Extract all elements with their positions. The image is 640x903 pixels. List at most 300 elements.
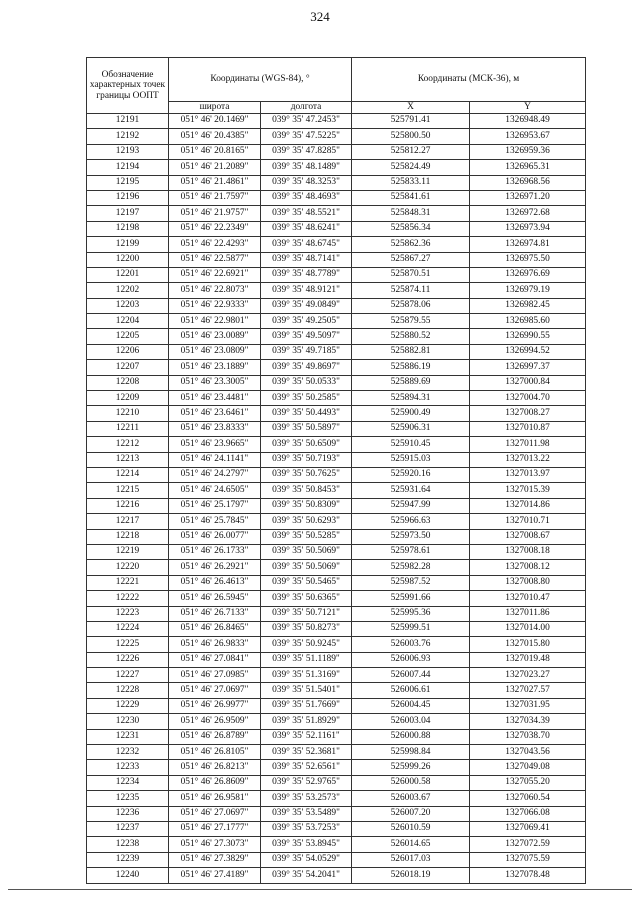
longitude-cell: 039° 35' 48.6241" xyxy=(261,221,352,236)
x-cell: 526006.93 xyxy=(352,652,470,667)
longitude-cell: 039° 35' 49.2505" xyxy=(261,314,352,329)
footer-divider xyxy=(8,889,632,890)
longitude-cell: 039° 35' 49.0849" xyxy=(261,298,352,313)
longitude-cell: 039° 35' 51.1189" xyxy=(261,652,352,667)
latitude-cell: 051° 46' 23.0809" xyxy=(169,344,261,359)
y-cell: 1326990.55 xyxy=(470,329,586,344)
y-cell: 1327072.59 xyxy=(470,837,586,852)
longitude-cell: 039° 35' 50.7193" xyxy=(261,452,352,467)
latitude-cell: 051° 46' 26.9833" xyxy=(169,637,261,652)
point-id-cell: 12234 xyxy=(87,775,169,790)
x-cell: 525880.52 xyxy=(352,329,470,344)
latitude-cell: 051° 46' 26.4613" xyxy=(169,575,261,590)
latitude-cell: 051° 46' 26.7133" xyxy=(169,606,261,621)
latitude-cell: 051° 46' 27.3829" xyxy=(169,852,261,867)
point-id-cell: 12211 xyxy=(87,421,169,436)
longitude-cell: 039° 35' 50.0533" xyxy=(261,375,352,390)
y-cell: 1326975.50 xyxy=(470,252,586,267)
table-row xyxy=(87,668,586,683)
point-id-cell: 12204 xyxy=(87,314,169,329)
latitude-cell: 051° 46' 26.2921" xyxy=(169,560,261,575)
longitude-cell: 039° 35' 53.2573" xyxy=(261,791,352,806)
point-id-cell: 12237 xyxy=(87,821,169,836)
longitude-cell: 039° 35' 47.5225" xyxy=(261,129,352,144)
longitude-cell: 039° 35' 50.5069" xyxy=(261,560,352,575)
table-row xyxy=(87,714,586,729)
point-id-cell: 12192 xyxy=(87,129,169,144)
table-row xyxy=(87,437,586,452)
x-cell: 525894.31 xyxy=(352,391,470,406)
point-id-cell: 12212 xyxy=(87,437,169,452)
x-cell: 526004.45 xyxy=(352,698,470,713)
y-cell: 1327069.41 xyxy=(470,821,586,836)
y-cell: 1327004.70 xyxy=(470,391,586,406)
x-cell: 525889.69 xyxy=(352,375,470,390)
latitude-cell: 051° 46' 23.1889" xyxy=(169,360,261,375)
latitude-cell: 051° 46' 26.9581" xyxy=(169,791,261,806)
x-cell: 525824.49 xyxy=(352,160,470,175)
x-cell: 526003.76 xyxy=(352,637,470,652)
longitude-cell: 039° 35' 50.4493" xyxy=(261,406,352,421)
y-cell: 1327060.54 xyxy=(470,791,586,806)
longitude-cell: 039° 35' 50.8273" xyxy=(261,621,352,636)
point-id-cell: 12227 xyxy=(87,668,169,683)
x-cell: 525978.61 xyxy=(352,544,470,559)
table-row xyxy=(87,498,586,513)
longitude-cell: 039° 35' 50.9245" xyxy=(261,637,352,652)
latitude-cell: 051° 46' 22.9333" xyxy=(169,298,261,313)
table-row xyxy=(87,190,586,205)
latitude-cell: 051° 46' 27.4189" xyxy=(169,868,261,883)
table-row xyxy=(87,421,586,436)
table-row xyxy=(87,267,586,282)
x-cell: 525848.31 xyxy=(352,206,470,221)
longitude-cell: 039° 35' 54.0529" xyxy=(261,852,352,867)
table-row xyxy=(87,329,586,344)
x-cell: 526003.04 xyxy=(352,714,470,729)
latitude-cell: 051° 46' 26.8213" xyxy=(169,760,261,775)
longitude-cell: 039° 35' 50.6509" xyxy=(261,437,352,452)
latitude-cell: 051° 46' 22.2349" xyxy=(169,221,261,236)
y-cell: 1327011.86 xyxy=(470,606,586,621)
y-cell: 1327010.87 xyxy=(470,421,586,436)
table-row xyxy=(87,175,586,190)
y-cell: 1326971.20 xyxy=(470,190,586,205)
table-row xyxy=(87,467,586,482)
point-id-cell: 12216 xyxy=(87,498,169,513)
y-cell: 1327008.80 xyxy=(470,575,586,590)
longitude-cell: 039° 35' 53.8945" xyxy=(261,837,352,852)
x-cell: 526003.67 xyxy=(352,791,470,806)
table-row xyxy=(87,683,586,698)
point-id-cell: 12223 xyxy=(87,606,169,621)
y-cell: 1326974.81 xyxy=(470,237,586,252)
header-x: X xyxy=(352,102,470,114)
table-row xyxy=(87,729,586,744)
latitude-cell: 051° 46' 20.8165" xyxy=(169,144,261,159)
latitude-cell: 051° 46' 23.0089" xyxy=(169,329,261,344)
point-id-cell: 12218 xyxy=(87,529,169,544)
point-id-cell: 12217 xyxy=(87,514,169,529)
table-row xyxy=(87,606,586,621)
latitude-cell: 051° 46' 23.8333" xyxy=(169,421,261,436)
y-cell: 1326994.52 xyxy=(470,344,586,359)
table-row xyxy=(87,314,586,329)
table-body xyxy=(87,114,586,884)
y-cell: 1327008.67 xyxy=(470,529,586,544)
table-row xyxy=(87,591,586,606)
point-id-cell: 12199 xyxy=(87,237,169,252)
point-id-cell: 12198 xyxy=(87,221,169,236)
x-cell: 525999.51 xyxy=(352,621,470,636)
point-id-cell: 12238 xyxy=(87,837,169,852)
longitude-cell: 039° 35' 50.2585" xyxy=(261,391,352,406)
latitude-cell: 051° 46' 21.2089" xyxy=(169,160,261,175)
point-id-cell: 12208 xyxy=(87,375,169,390)
point-id-cell: 12203 xyxy=(87,298,169,313)
table-row xyxy=(87,283,586,298)
x-cell: 525999.26 xyxy=(352,760,470,775)
table-row xyxy=(87,483,586,498)
x-cell: 525982.28 xyxy=(352,560,470,575)
point-id-cell: 12230 xyxy=(87,714,169,729)
y-cell: 1327010.47 xyxy=(470,591,586,606)
point-id-cell: 12226 xyxy=(87,652,169,667)
x-cell: 525900.49 xyxy=(352,406,470,421)
x-cell: 526006.61 xyxy=(352,683,470,698)
longitude-cell: 039° 35' 47.2453" xyxy=(261,114,352,129)
coordinates-table xyxy=(86,57,586,884)
header-wgs84: Координаты (WGS-84), ° xyxy=(169,58,352,102)
table-row xyxy=(87,529,586,544)
y-cell: 1326959.36 xyxy=(470,144,586,159)
point-id-cell: 12229 xyxy=(87,698,169,713)
longitude-cell: 039° 35' 50.7625" xyxy=(261,467,352,482)
point-id-cell: 12205 xyxy=(87,329,169,344)
longitude-cell: 039° 35' 48.7789" xyxy=(261,267,352,282)
latitude-cell: 051° 46' 20.1469" xyxy=(169,114,261,129)
table-row xyxy=(87,868,586,883)
longitude-cell: 039° 35' 52.3681" xyxy=(261,745,352,760)
longitude-cell: 039° 35' 50.8453" xyxy=(261,483,352,498)
x-cell: 526000.88 xyxy=(352,729,470,744)
longitude-cell: 039° 35' 50.5465" xyxy=(261,575,352,590)
table-row xyxy=(87,375,586,390)
table-row xyxy=(87,452,586,467)
table-row xyxy=(87,544,586,559)
y-cell: 1327066.08 xyxy=(470,806,586,821)
x-cell: 525931.64 xyxy=(352,483,470,498)
longitude-cell: 039° 35' 48.5521" xyxy=(261,206,352,221)
longitude-cell: 039° 35' 50.8309" xyxy=(261,498,352,513)
point-id-cell: 12213 xyxy=(87,452,169,467)
x-cell: 526007.44 xyxy=(352,668,470,683)
page-number: 324 xyxy=(310,9,330,24)
y-cell: 1326948.49 xyxy=(470,114,586,129)
x-cell: 525920.16 xyxy=(352,467,470,482)
y-cell: 1327034.39 xyxy=(470,714,586,729)
y-cell: 1327008.27 xyxy=(470,406,586,421)
y-cell: 1326968.56 xyxy=(470,175,586,190)
point-id-cell: 12197 xyxy=(87,206,169,221)
x-cell: 525867.27 xyxy=(352,252,470,267)
latitude-cell: 051° 46' 27.0697" xyxy=(169,683,261,698)
latitude-cell: 051° 46' 27.1777" xyxy=(169,821,261,836)
latitude-cell: 051° 46' 24.1141" xyxy=(169,452,261,467)
point-id-cell: 12239 xyxy=(87,852,169,867)
longitude-cell: 039° 35' 48.6745" xyxy=(261,237,352,252)
point-id-cell: 12219 xyxy=(87,544,169,559)
y-cell: 1327023.27 xyxy=(470,668,586,683)
header-designation: Обозначение характерных точек границы ООПТ xyxy=(87,58,169,114)
latitude-cell: 051° 46' 22.9801" xyxy=(169,314,261,329)
y-cell: 1327014.00 xyxy=(470,621,586,636)
longitude-cell: 039° 35' 48.9121" xyxy=(261,283,352,298)
point-id-cell: 12193 xyxy=(87,144,169,159)
longitude-cell: 039° 35' 48.7141" xyxy=(261,252,352,267)
x-cell: 526018.19 xyxy=(352,868,470,883)
point-id-cell: 12240 xyxy=(87,868,169,883)
table-row xyxy=(87,837,586,852)
latitude-cell: 051° 46' 26.0077" xyxy=(169,529,261,544)
point-id-cell: 12209 xyxy=(87,391,169,406)
y-cell: 1326953.67 xyxy=(470,129,586,144)
point-id-cell: 12201 xyxy=(87,267,169,282)
point-id-cell: 12210 xyxy=(87,406,169,421)
point-id-cell: 12207 xyxy=(87,360,169,375)
latitude-cell: 051° 46' 22.4293" xyxy=(169,237,261,252)
x-cell: 525870.51 xyxy=(352,267,470,282)
y-cell: 1327049.08 xyxy=(470,760,586,775)
x-cell: 525856.34 xyxy=(352,221,470,236)
longitude-cell: 039° 35' 50.5897" xyxy=(261,421,352,436)
longitude-cell: 039° 35' 54.2041" xyxy=(261,868,352,883)
point-id-cell: 12224 xyxy=(87,621,169,636)
y-cell: 1327078.48 xyxy=(470,868,586,883)
table-row xyxy=(87,698,586,713)
point-id-cell: 12200 xyxy=(87,252,169,267)
point-id-cell: 12206 xyxy=(87,344,169,359)
longitude-cell: 039° 35' 49.7185" xyxy=(261,344,352,359)
longitude-cell: 039° 35' 51.8929" xyxy=(261,714,352,729)
y-cell: 1326997.37 xyxy=(470,360,586,375)
y-cell: 1327055.20 xyxy=(470,775,586,790)
y-cell: 1327015.80 xyxy=(470,637,586,652)
y-cell: 1327008.18 xyxy=(470,544,586,559)
y-cell: 1327075.59 xyxy=(470,852,586,867)
y-cell: 1327019.48 xyxy=(470,652,586,667)
point-id-cell: 12225 xyxy=(87,637,169,652)
latitude-cell: 051° 46' 27.0841" xyxy=(169,652,261,667)
table-row xyxy=(87,821,586,836)
longitude-cell: 039° 35' 48.3253" xyxy=(261,175,352,190)
latitude-cell: 051° 46' 26.9977" xyxy=(169,698,261,713)
x-cell: 525910.45 xyxy=(352,437,470,452)
y-cell: 1327043.56 xyxy=(470,745,586,760)
latitude-cell: 051° 46' 26.8465" xyxy=(169,621,261,636)
x-cell: 526000.58 xyxy=(352,775,470,790)
x-cell: 525791.41 xyxy=(352,114,470,129)
y-cell: 1327015.39 xyxy=(470,483,586,498)
x-cell: 526014.65 xyxy=(352,837,470,852)
latitude-cell: 051° 46' 26.9509" xyxy=(169,714,261,729)
table-row xyxy=(87,391,586,406)
table-row xyxy=(87,745,586,760)
x-cell: 525882.81 xyxy=(352,344,470,359)
point-id-cell: 12191 xyxy=(87,114,169,129)
y-cell: 1327031.95 xyxy=(470,698,586,713)
x-cell: 525906.31 xyxy=(352,421,470,436)
y-cell: 1327014.86 xyxy=(470,498,586,513)
longitude-cell: 039° 35' 53.5489" xyxy=(261,806,352,821)
x-cell: 525841.61 xyxy=(352,190,470,205)
point-id-cell: 12222 xyxy=(87,591,169,606)
table-row xyxy=(87,637,586,652)
latitude-cell: 051° 46' 23.6461" xyxy=(169,406,261,421)
x-cell: 525915.03 xyxy=(352,452,470,467)
point-id-cell: 12233 xyxy=(87,760,169,775)
longitude-cell: 039° 35' 52.1161" xyxy=(261,729,352,744)
latitude-cell: 051° 46' 22.5877" xyxy=(169,252,261,267)
longitude-cell: 039° 35' 51.5401" xyxy=(261,683,352,698)
x-cell: 525991.66 xyxy=(352,591,470,606)
table-row xyxy=(87,237,586,252)
longitude-cell: 039° 35' 49.8697" xyxy=(261,360,352,375)
latitude-cell: 051° 46' 23.4481" xyxy=(169,391,261,406)
table-row xyxy=(87,160,586,175)
point-id-cell: 12228 xyxy=(87,683,169,698)
y-cell: 1327011.98 xyxy=(470,437,586,452)
latitude-cell: 051° 46' 27.0985" xyxy=(169,668,261,683)
y-cell: 1327027.57 xyxy=(470,683,586,698)
header-msk36: Координаты (МСК-36), м xyxy=(352,58,586,102)
point-id-cell: 12221 xyxy=(87,575,169,590)
table-row xyxy=(87,206,586,221)
table-row xyxy=(87,852,586,867)
table-row xyxy=(87,514,586,529)
table-row xyxy=(87,575,586,590)
table-row xyxy=(87,344,586,359)
header-longitude: долгота xyxy=(261,102,352,114)
longitude-cell: 039° 35' 49.5097" xyxy=(261,329,352,344)
latitude-cell: 051° 46' 24.6505" xyxy=(169,483,261,498)
latitude-cell: 051° 46' 26.1733" xyxy=(169,544,261,559)
x-cell: 525800.50 xyxy=(352,129,470,144)
table-row xyxy=(87,652,586,667)
table-row xyxy=(87,406,586,421)
point-id-cell: 12215 xyxy=(87,483,169,498)
x-cell: 525878.06 xyxy=(352,298,470,313)
point-id-cell: 12202 xyxy=(87,283,169,298)
y-cell: 1327010.71 xyxy=(470,514,586,529)
longitude-cell: 039° 35' 50.6293" xyxy=(261,514,352,529)
x-cell: 526017.03 xyxy=(352,852,470,867)
point-id-cell: 12231 xyxy=(87,729,169,744)
longitude-cell: 039° 35' 50.5285" xyxy=(261,529,352,544)
latitude-cell: 051° 46' 27.3073" xyxy=(169,837,261,852)
y-cell: 1326973.94 xyxy=(470,221,586,236)
latitude-cell: 051° 46' 20.4385" xyxy=(169,129,261,144)
x-cell: 525862.36 xyxy=(352,237,470,252)
header-y: Y xyxy=(470,102,586,114)
point-id-cell: 12196 xyxy=(87,190,169,205)
x-cell: 525874.11 xyxy=(352,283,470,298)
table-row xyxy=(87,144,586,159)
x-cell: 525995.36 xyxy=(352,606,470,621)
y-cell: 1326976.69 xyxy=(470,267,586,282)
x-cell: 526010.59 xyxy=(352,821,470,836)
table-row xyxy=(87,560,586,575)
y-cell: 1326982.45 xyxy=(470,298,586,313)
latitude-cell: 051° 46' 26.5945" xyxy=(169,591,261,606)
table-row xyxy=(87,775,586,790)
point-id-cell: 12214 xyxy=(87,467,169,482)
x-cell: 525812.27 xyxy=(352,144,470,159)
table-row xyxy=(87,298,586,313)
latitude-cell: 051° 46' 26.8609" xyxy=(169,775,261,790)
x-cell: 525987.52 xyxy=(352,575,470,590)
latitude-cell: 051° 46' 22.8073" xyxy=(169,283,261,298)
latitude-cell: 051° 46' 21.4861" xyxy=(169,175,261,190)
x-cell: 525998.84 xyxy=(352,745,470,760)
latitude-cell: 051° 46' 26.8105" xyxy=(169,745,261,760)
y-cell: 1327013.22 xyxy=(470,452,586,467)
longitude-cell: 039° 35' 50.6365" xyxy=(261,591,352,606)
y-cell: 1327008.12 xyxy=(470,560,586,575)
latitude-cell: 051° 46' 21.9757" xyxy=(169,206,261,221)
y-cell: 1326972.68 xyxy=(470,206,586,221)
point-id-cell: 12236 xyxy=(87,806,169,821)
table-row xyxy=(87,221,586,236)
latitude-cell: 051° 46' 21.7597" xyxy=(169,190,261,205)
header-latitude: широта xyxy=(169,102,261,114)
table-row xyxy=(87,114,586,129)
table-row xyxy=(87,360,586,375)
y-cell: 1327038.70 xyxy=(470,729,586,744)
x-cell: 525833.11 xyxy=(352,175,470,190)
y-cell: 1327000.84 xyxy=(470,375,586,390)
x-cell: 526007.20 xyxy=(352,806,470,821)
y-cell: 1326979.19 xyxy=(470,283,586,298)
y-cell: 1326965.31 xyxy=(470,160,586,175)
x-cell: 525886.19 xyxy=(352,360,470,375)
longitude-cell: 039° 35' 52.6561" xyxy=(261,760,352,775)
longitude-cell: 039° 35' 51.7669" xyxy=(261,698,352,713)
x-cell: 525947.99 xyxy=(352,498,470,513)
latitude-cell: 051° 46' 23.3005" xyxy=(169,375,261,390)
point-id-cell: 12194 xyxy=(87,160,169,175)
point-id-cell: 12235 xyxy=(87,791,169,806)
y-cell: 1326985.60 xyxy=(470,314,586,329)
latitude-cell: 051° 46' 23.9665" xyxy=(169,437,261,452)
longitude-cell: 039° 35' 50.5069" xyxy=(261,544,352,559)
latitude-cell: 051° 46' 25.1797" xyxy=(169,498,261,513)
point-id-cell: 12232 xyxy=(87,745,169,760)
latitude-cell: 051° 46' 26.8789" xyxy=(169,729,261,744)
latitude-cell: 051° 46' 27.0697" xyxy=(169,806,261,821)
x-cell: 525973.50 xyxy=(352,529,470,544)
x-cell: 525966.63 xyxy=(352,514,470,529)
table-row xyxy=(87,806,586,821)
table-row xyxy=(87,760,586,775)
table-row xyxy=(87,791,586,806)
latitude-cell: 051° 46' 22.6921" xyxy=(169,267,261,282)
point-id-cell: 12195 xyxy=(87,175,169,190)
y-cell: 1327013.97 xyxy=(470,467,586,482)
longitude-cell: 039° 35' 50.7121" xyxy=(261,606,352,621)
longitude-cell: 039° 35' 48.4693" xyxy=(261,190,352,205)
latitude-cell: 051° 46' 24.2797" xyxy=(169,467,261,482)
